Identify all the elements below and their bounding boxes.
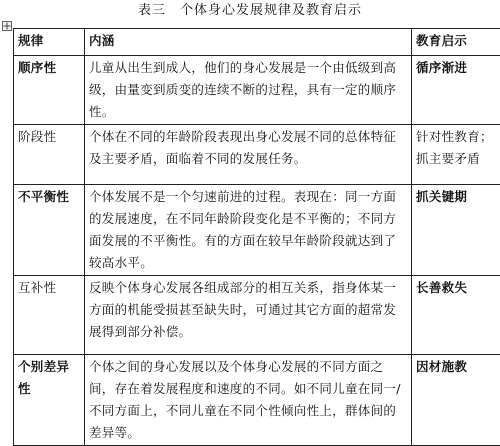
header-education: 教育启示 bbox=[412, 29, 500, 56]
education-cell: 因材施教 bbox=[412, 355, 500, 446]
education-cell: 长善救失 bbox=[412, 276, 500, 355]
content-cell: 个体发展不是一个匀速前进的过程。表现在：同一方面的发展速度，在不同年龄阶段变化是不平衡的；不同方面发展的不平衡性。有的方面在较早年龄阶段就达到了较高水平。 bbox=[85, 185, 412, 276]
law-cell: 个别差异性 bbox=[14, 355, 85, 446]
law-cell: 阶段性 bbox=[14, 125, 85, 185]
table-caption: 表三 个体身心发展规律及教育启示 bbox=[0, 2, 500, 20]
law-cell: 互补性 bbox=[14, 276, 85, 355]
education-cell: 针对性教育；抓主要矛盾 bbox=[412, 125, 500, 185]
content-cell: 反映个体身心发展各组成部分的相互关系，指身体某一方面的机能受损甚至缺失时，可通过其它方面的超常发展得到部分补偿。 bbox=[85, 276, 412, 355]
content-cell: 个体在不同的年龄阶段表现出身心发展不同的总体特征及主要矛盾，面临着不同的发展任务。 bbox=[85, 125, 412, 185]
development-laws-table bbox=[13, 28, 500, 446]
table-row bbox=[14, 276, 500, 355]
law-cell: 顺序性 bbox=[14, 56, 85, 125]
table-row bbox=[14, 125, 500, 185]
header-content: 内涵 bbox=[85, 29, 412, 56]
table-move-handle-icon[interactable] bbox=[2, 21, 12, 31]
header-law: 规律 bbox=[14, 29, 85, 56]
table-row bbox=[14, 355, 500, 446]
education-cell: 抓关键期 bbox=[412, 185, 500, 276]
table-row bbox=[14, 56, 500, 125]
table-row bbox=[14, 185, 500, 276]
law-cell: 不平衡性 bbox=[14, 185, 85, 276]
education-cell: 循序渐进 bbox=[412, 56, 500, 125]
content-cell: 儿童从出生到成人，他们的身心发展是一个由低级到高级，由量变到质变的连续不断的过程，具有一定的顺序性。 bbox=[85, 56, 412, 125]
table-header-row bbox=[14, 29, 500, 56]
content-cell: 个体之间的身心发展以及个体身心发展的不同方面之间，存在着发展程度和速度的不同。如不同儿童在同一/不同方面上，不同儿童在不同个性倾向性上，群体间的差异等。 bbox=[85, 355, 412, 446]
